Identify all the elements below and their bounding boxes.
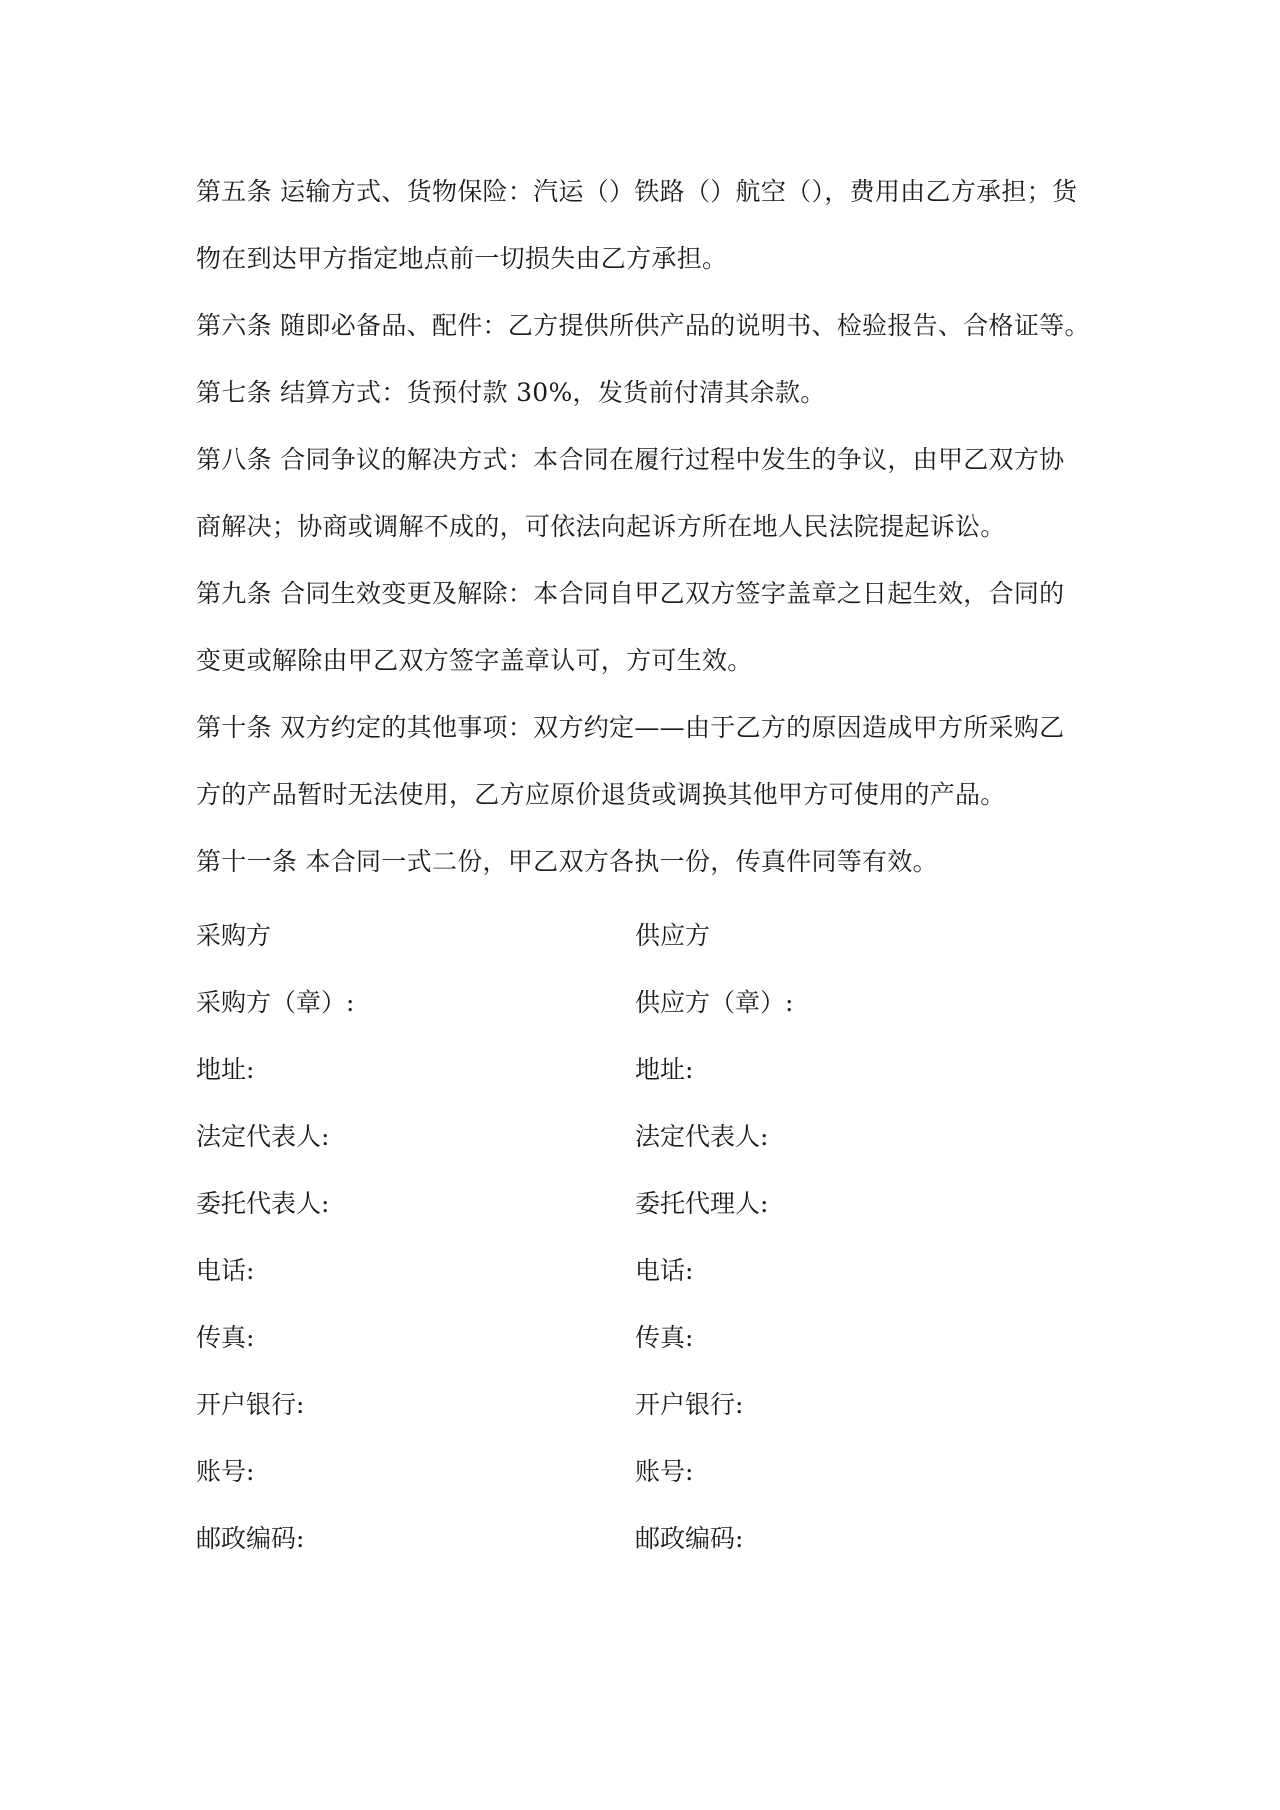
- buyer-account-label: 账号:: [196, 1457, 255, 1486]
- signature-row-bank: [196, 1371, 1106, 1438]
- buyer-fax-label: 传真:: [196, 1323, 255, 1352]
- signature-row-legal-rep: [196, 1103, 1106, 1170]
- clause-10-line-2: 方的产品暂时无法使用，乙方应原价退货或调换其他甲方可使用的产品。: [196, 780, 1006, 809]
- buyer-agent-label: 委托代表人:: [196, 1189, 330, 1218]
- clause-5-line-2: 物在到达甲方指定地点前一切损失由乙方承担。: [196, 244, 728, 273]
- signature-row-fax: [196, 1304, 1106, 1371]
- buyer-seal-label: 采购方（章）:: [196, 988, 355, 1017]
- supplier-fax-label: 传真:: [635, 1323, 694, 1352]
- signature-row-address: [196, 1036, 1106, 1103]
- supplier-seal-label: 供应方（章）:: [635, 988, 794, 1017]
- clause-9-line-2: 变更或解除由甲乙双方签字盖章认可，方可生效。: [196, 646, 753, 675]
- buyer-address-label: 地址:: [196, 1055, 255, 1084]
- clause-6-line-1: 第六条 随即必备品、配件：乙方提供所供产品的说明书、检验报告、合格证等。: [196, 311, 1090, 340]
- supplier-postcode-label: 邮政编码:: [635, 1524, 744, 1553]
- supplier-account-label: 账号:: [635, 1457, 694, 1486]
- buyer-party-label: 采购方: [196, 921, 272, 950]
- supplier-bank-label: 开户银行:: [635, 1390, 744, 1419]
- clause-5-line-1: 第五条 运输方式、货物保险：汽运（）铁路（）航空（），费用由乙方承担；货: [196, 177, 1078, 206]
- supplier-party-label: 供应方: [635, 921, 711, 950]
- clause-11-line-1: 第十一条 本合同一式二份，甲乙双方各执一份，传真件同等有效。: [196, 847, 938, 876]
- supplier-agent-label: 委托代理人:: [635, 1189, 769, 1218]
- supplier-legal-rep-label: 法定代表人:: [635, 1122, 769, 1151]
- buyer-bank-label: 开户银行:: [196, 1390, 305, 1419]
- signature-row-seal: [196, 969, 1106, 1036]
- clause-8-line-1: 第八条 合同争议的解决方式：本合同在履行过程中发生的争议，由甲乙双方协: [196, 445, 1065, 474]
- signature-row-agent: [196, 1170, 1106, 1237]
- clause-10-line-1: 第十条 双方约定的其他事项：双方约定——由于乙方的原因造成甲方所采购乙: [196, 713, 1065, 742]
- signature-row-party: [196, 902, 1106, 969]
- signature-row-account: [196, 1438, 1106, 1505]
- buyer-legal-rep-label: 法定代表人:: [196, 1122, 330, 1151]
- clause-9-line-1: 第九条 合同生效变更及解除：本合同自甲乙双方签字盖章之日起生效，合同的: [196, 579, 1065, 608]
- signature-row-postcode: [196, 1505, 1106, 1572]
- supplier-address-label: 地址:: [635, 1055, 694, 1084]
- buyer-postcode-label: 邮政编码:: [196, 1524, 305, 1553]
- clause-7-line-1: 第七条 结算方式：货预付款 30%，发货前付清其余款。: [196, 378, 826, 407]
- signature-block: [196, 902, 1106, 1572]
- contract-clauses: [196, 158, 1106, 895]
- clause-8-line-2: 商解决；协商或调解不成的，可依法向起诉方所在地人民法院提起诉讼。: [196, 512, 1006, 541]
- supplier-phone-label: 电话:: [635, 1256, 694, 1285]
- signature-row-phone: [196, 1237, 1106, 1304]
- buyer-phone-label: 电话:: [196, 1256, 255, 1285]
